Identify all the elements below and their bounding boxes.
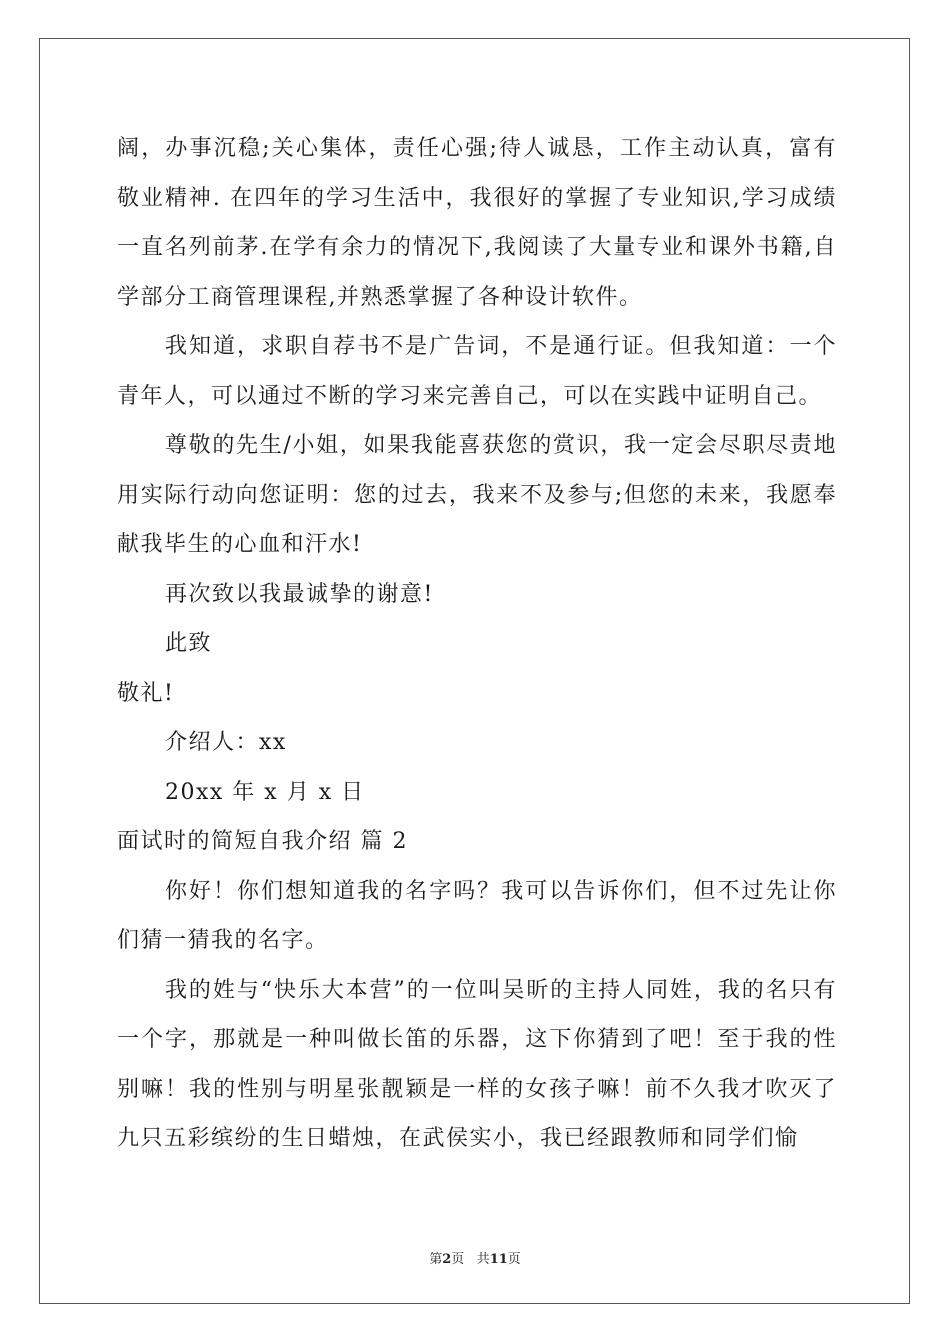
paragraph-appeal: 尊敬的先生/小姐，如果我能喜获您的赏识，我一定会尽职尽责地用实际行动向您证明：您的过去，我来不及参与;但您的未来，我愿奉献我毕生的心血和汗水! [117, 433, 837, 557]
closing-regards: 敬礼! [117, 680, 175, 706]
paragraph-greeting: 你好！你们想知道我的名字吗？我可以告诉你们，但不过先让你们猜一猜我的名字。 [117, 878, 837, 953]
introducer-line: 介绍人：xx [165, 730, 287, 755]
page-prefix: 第 [429, 1252, 443, 1267]
total-pages: 11 [489, 1252, 508, 1267]
closing-salutation: 此致 [165, 631, 213, 656]
paragraph-continuation: 阔，办事沉稳;关心集体，责任心强;待人诚恳，工作主动认真，富有敬业精神. 在四年的学习生活中，我很好的掌握了专业知识,学习成绩一直名列前茅.在学有余力的情况下,我阅读了大量专业和课外书籍,自学部分工商管理课程,并熟悉掌握了各种设计软件。 [117, 136, 837, 310]
page-number: 2 [442, 1252, 452, 1267]
date-line: 20xx 年 x 月 x 日 [165, 779, 365, 805]
paragraph-name-riddle: 我的姓与“快乐大本营”的一位叫吴昕的主持人同姓，我的名只有一个字，那就是一种叫做长笛的乐器，这下你猜到了吧！至于我的性别嘛！我的性别与明星张靓颖是一样的女孩子嘛！前不久我才吹灭了九只五彩缤纷的生日蜡烛，在武侯实小，我已经跟教师和同学们愉 [117, 977, 837, 1151]
total-suffix: 页 [507, 1252, 521, 1267]
section-heading: 面试时的简短自我介绍 篇 2 [117, 829, 408, 854]
document-body [117, 124, 837, 1164]
page-suffix: 页 [451, 1252, 465, 1267]
paragraph-thanks: 再次致以我最诚挚的谢意! [165, 581, 434, 607]
paragraph-self-recommendation: 我知道，求职自荐书不是广告词，不是通行证。但我知道：一个青年人，可以通过不断的学习来完善自己，可以在实践中证明自己。 [117, 334, 837, 409]
page-footer [0, 1248, 950, 1267]
total-prefix: 共 [476, 1252, 490, 1267]
